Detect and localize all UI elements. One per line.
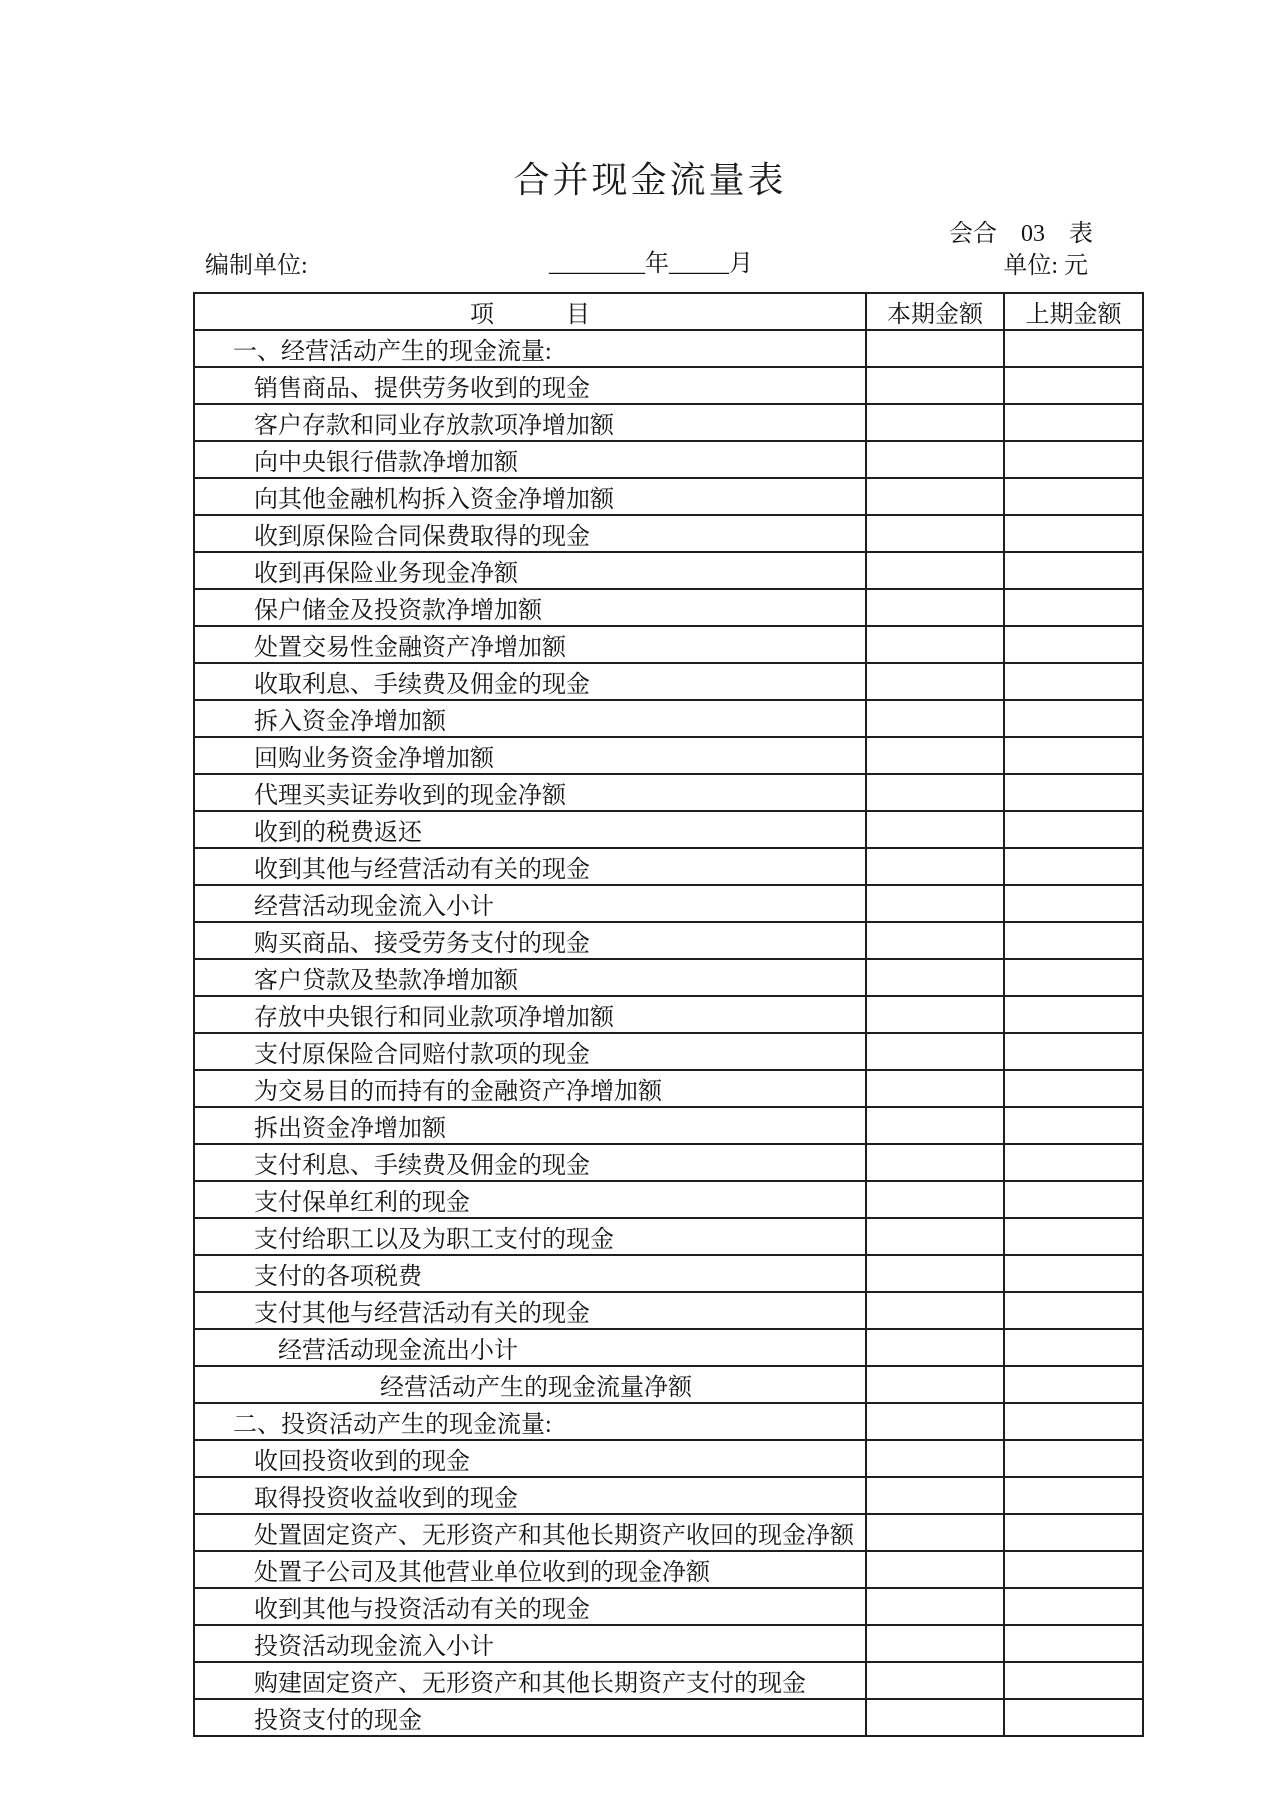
table-row — [194, 552, 1143, 589]
table-row — [194, 367, 1143, 404]
table-row — [194, 774, 1143, 811]
cell-prior-amount — [1004, 1477, 1143, 1514]
row-item-label: 处置交易性金融资产净增加额 — [194, 626, 866, 663]
cell-current-amount — [866, 589, 1004, 626]
table-row — [194, 885, 1143, 922]
cell-current-amount — [866, 1588, 1004, 1625]
row-item-label: 支付利息、手续费及佣金的现金 — [194, 1144, 866, 1181]
cell-prior-amount — [1004, 811, 1143, 848]
cell-prior-amount — [1004, 959, 1143, 996]
table-row — [194, 1514, 1143, 1551]
cell-prior-amount — [1004, 441, 1143, 478]
table-row — [194, 589, 1143, 626]
table-row — [194, 330, 1143, 367]
table-row — [194, 1440, 1143, 1477]
row-item-label: 回购业务资金净增加额 — [194, 737, 866, 774]
cell-prior-amount — [1004, 1218, 1143, 1255]
table-row — [194, 478, 1143, 515]
cell-current-amount — [866, 626, 1004, 663]
cell-prior-amount — [1004, 1144, 1143, 1181]
cash-flow-table — [193, 292, 1144, 1737]
table-row — [194, 922, 1143, 959]
cell-current-amount — [866, 1144, 1004, 1181]
row-item-label: 支付原保险合同赔付款项的现金 — [194, 1033, 866, 1070]
cell-current-amount — [866, 1514, 1004, 1551]
cell-current-amount — [866, 1255, 1004, 1292]
cell-prior-amount — [1004, 996, 1143, 1033]
cell-prior-amount — [1004, 1514, 1143, 1551]
cell-current-amount — [866, 515, 1004, 552]
cell-prior-amount — [1004, 478, 1143, 515]
col-header-item: 项 目 — [194, 293, 866, 330]
table-body — [194, 330, 1143, 1736]
table-row — [194, 737, 1143, 774]
row-item-label: 收到其他与投资活动有关的现金 — [194, 1588, 866, 1625]
cell-prior-amount — [1004, 774, 1143, 811]
cell-prior-amount — [1004, 1440, 1143, 1477]
cell-prior-amount — [1004, 1255, 1143, 1292]
table-row — [194, 663, 1143, 700]
row-item-label: 收到再保险业务现金净额 — [194, 552, 866, 589]
table-row — [194, 515, 1143, 552]
cell-current-amount — [866, 330, 1004, 367]
cell-current-amount — [866, 1366, 1004, 1403]
row-item-label: 二、投资活动产生的现金流量: — [194, 1403, 866, 1440]
table-row — [194, 959, 1143, 996]
row-item-label: 销售商品、提供劳务收到的现金 — [194, 367, 866, 404]
cell-current-amount — [866, 1699, 1004, 1736]
table-row — [194, 441, 1143, 478]
page-title: 合并现金流量表 — [513, 160, 787, 200]
row-item-label: 收到原保险合同保费取得的现金 — [194, 515, 866, 552]
cell-prior-amount — [1004, 552, 1143, 589]
row-item-label: 支付保单红利的现金 — [194, 1181, 866, 1218]
cell-prior-amount — [1004, 1366, 1143, 1403]
table-row — [194, 1292, 1143, 1329]
cell-current-amount — [866, 404, 1004, 441]
row-item-label: 支付的各项税费 — [194, 1255, 866, 1292]
row-item-label: 拆出资金净增加额 — [194, 1107, 866, 1144]
table-row — [194, 1329, 1143, 1366]
unit-label: 单位: 元 — [1003, 253, 1088, 279]
table-row — [194, 1181, 1143, 1218]
cell-prior-amount — [1004, 626, 1143, 663]
cell-current-amount — [866, 1625, 1004, 1662]
cell-prior-amount — [1004, 589, 1143, 626]
cell-current-amount — [866, 1070, 1004, 1107]
col-header-prior-amount: 上期金额 — [1004, 293, 1143, 330]
cell-current-amount — [866, 1181, 1004, 1218]
table-row — [194, 1662, 1143, 1699]
table-row — [194, 626, 1143, 663]
cell-current-amount — [866, 1033, 1004, 1070]
row-item-label: 为交易目的而持有的金融资产净增加额 — [194, 1070, 866, 1107]
cell-prior-amount — [1004, 1181, 1143, 1218]
cell-current-amount — [866, 1218, 1004, 1255]
cell-prior-amount — [1004, 1403, 1143, 1440]
cell-prior-amount — [1004, 367, 1143, 404]
row-item-label: 取得投资收益收到的现金 — [194, 1477, 866, 1514]
table-row — [194, 1218, 1143, 1255]
table-row — [194, 1699, 1143, 1736]
row-item-label: 投资支付的现金 — [194, 1699, 866, 1736]
row-item-label: 购买商品、接受劳务支付的现金 — [194, 922, 866, 959]
row-item-label: 拆入资金净增加额 — [194, 700, 866, 737]
cell-prior-amount — [1004, 1551, 1143, 1588]
cell-prior-amount — [1004, 922, 1143, 959]
table-row — [194, 700, 1143, 737]
cell-current-amount — [866, 848, 1004, 885]
prepared-by-label: 编制单位: — [205, 253, 308, 279]
cell-current-amount — [866, 700, 1004, 737]
cell-current-amount — [866, 552, 1004, 589]
cell-current-amount — [866, 811, 1004, 848]
row-item-label: 处置固定资产、无形资产和其他长期资产收回的现金净额 — [194, 1514, 866, 1551]
cell-prior-amount — [1004, 663, 1143, 700]
table-row — [194, 1107, 1143, 1144]
cell-current-amount — [866, 1662, 1004, 1699]
table-row — [194, 996, 1143, 1033]
cell-current-amount — [866, 1551, 1004, 1588]
row-item-label: 存放中央银行和同业款项净增加额 — [194, 996, 866, 1033]
row-item-label: 经营活动现金流出小计 — [194, 1329, 866, 1366]
row-item-label: 客户贷款及垫款净增加额 — [194, 959, 866, 996]
cell-prior-amount — [1004, 330, 1143, 367]
row-item-label: 收到其他与经营活动有关的现金 — [194, 848, 866, 885]
row-item-label: 代理买卖证券收到的现金净额 — [194, 774, 866, 811]
row-item-label: 向其他金融机构拆入资金净增加额 — [194, 478, 866, 515]
cell-current-amount — [866, 1292, 1004, 1329]
table-row — [194, 1144, 1143, 1181]
cell-current-amount — [866, 478, 1004, 515]
cell-prior-amount — [1004, 1070, 1143, 1107]
cell-current-amount — [866, 1477, 1004, 1514]
cell-prior-amount — [1004, 1662, 1143, 1699]
cell-prior-amount — [1004, 1625, 1143, 1662]
cell-current-amount — [866, 1403, 1004, 1440]
cell-prior-amount — [1004, 404, 1143, 441]
row-item-label: 处置子公司及其他营业单位收到的现金净额 — [194, 1551, 866, 1588]
row-item-label: 收到的税费返还 — [194, 811, 866, 848]
cell-prior-amount — [1004, 885, 1143, 922]
date-blank-line: ________年_____月 — [549, 251, 753, 277]
cell-current-amount — [866, 663, 1004, 700]
cell-prior-amount — [1004, 737, 1143, 774]
table-row — [194, 1588, 1143, 1625]
row-item-label: 支付其他与经营活动有关的现金 — [194, 1292, 866, 1329]
cell-prior-amount — [1004, 1329, 1143, 1366]
table-row — [194, 1070, 1143, 1107]
row-item-label: 支付给职工以及为职工支付的现金 — [194, 1218, 866, 1255]
row-item-label: 经营活动现金流入小计 — [194, 885, 866, 922]
row-item-label: 保户储金及投资款净增加额 — [194, 589, 866, 626]
cell-current-amount — [866, 367, 1004, 404]
row-item-label: 收取利息、手续费及佣金的现金 — [194, 663, 866, 700]
form-code-label: 会合 03 表 — [949, 221, 1093, 247]
table-row — [194, 1625, 1143, 1662]
col-header-current-amount: 本期金额 — [866, 293, 1004, 330]
cell-prior-amount — [1004, 848, 1143, 885]
cell-current-amount — [866, 774, 1004, 811]
row-item-label: 经营活动产生的现金流量净额 — [194, 1366, 866, 1403]
table-row — [194, 1033, 1143, 1070]
cell-current-amount — [866, 996, 1004, 1033]
table-row — [194, 404, 1143, 441]
row-item-label: 投资活动现金流入小计 — [194, 1625, 866, 1662]
table-row — [194, 811, 1143, 848]
cell-prior-amount — [1004, 1588, 1143, 1625]
table-row — [194, 1255, 1143, 1292]
cell-current-amount — [866, 737, 1004, 774]
table-row — [194, 1477, 1143, 1514]
row-item-label: 客户存款和同业存放款项净增加额 — [194, 404, 866, 441]
cell-prior-amount — [1004, 1292, 1143, 1329]
cell-prior-amount — [1004, 1699, 1143, 1736]
cell-current-amount — [866, 1107, 1004, 1144]
table-row — [194, 1551, 1143, 1588]
table-row — [194, 1403, 1143, 1440]
table-row — [194, 848, 1143, 885]
row-item-label: 一、经营活动产生的现金流量: — [194, 330, 866, 367]
cell-current-amount — [866, 441, 1004, 478]
cell-current-amount — [866, 1329, 1004, 1366]
cell-current-amount — [866, 885, 1004, 922]
cell-prior-amount — [1004, 700, 1143, 737]
cell-prior-amount — [1004, 1033, 1143, 1070]
cell-current-amount — [866, 922, 1004, 959]
row-item-label: 收回投资收到的现金 — [194, 1440, 866, 1477]
cell-current-amount — [866, 1440, 1004, 1477]
row-item-label: 购建固定资产、无形资产和其他长期资产支付的现金 — [194, 1662, 866, 1699]
row-item-label: 向中央银行借款净增加额 — [194, 441, 866, 478]
table-row — [194, 1366, 1143, 1403]
cell-prior-amount — [1004, 1107, 1143, 1144]
cell-prior-amount — [1004, 515, 1143, 552]
table-header-row — [194, 293, 1143, 330]
cell-current-amount — [866, 959, 1004, 996]
